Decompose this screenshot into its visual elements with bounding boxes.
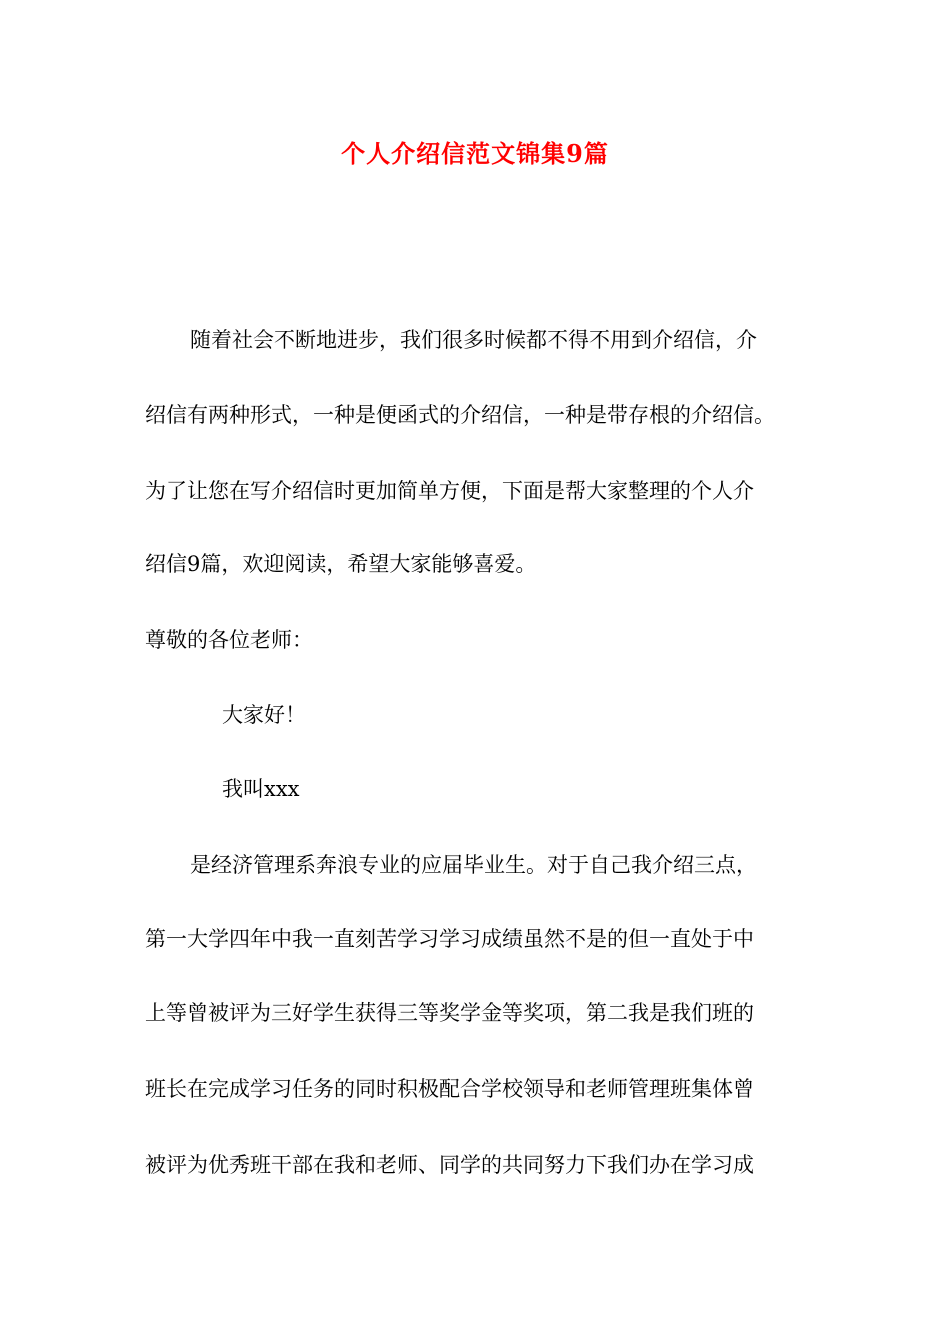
paragraph-line: 班长在完成学习任务的同时积极配合学校领导和老师管理班集体曾: [145, 1077, 754, 1101]
greeting: 大家好！: [222, 703, 306, 727]
salutation: 尊敬的各位老师：: [145, 628, 313, 652]
paragraph-line: 上等曾被评为三好学生获得三等奖学金等奖项，第二我是我们班的: [145, 1001, 754, 1025]
self-name-line: 我叫xxx: [222, 777, 300, 801]
paragraph-line: 是经济管理系奔浪专业的应届毕业生。对于自己我介绍三点，: [190, 853, 757, 877]
paragraph-line: 第一大学四年中我一直刻苦学习学习成绩虽然不是的但一直处于中: [145, 927, 754, 951]
paragraph-line: 被评为优秀班干部在我和老师、同学的共同努力下我们办在学习成: [145, 1153, 754, 1177]
document-title: 个人介绍信范文锦集9篇: [341, 139, 609, 168]
paragraph-line: 绍信有两种形式，一种是便函式的介绍信，一种是带存根的介绍信。: [145, 403, 775, 427]
paragraph-line: 随着社会不断地进步，我们很多时候都不得不用到介绍信，介: [190, 328, 757, 352]
paragraph-line: 绍信9篇，欢迎阅读，希望大家能够喜爱。: [145, 552, 537, 576]
paragraph-line: 为了让您在写介绍信时更加简单方便，下面是帮大家整理的个人介: [145, 479, 754, 503]
